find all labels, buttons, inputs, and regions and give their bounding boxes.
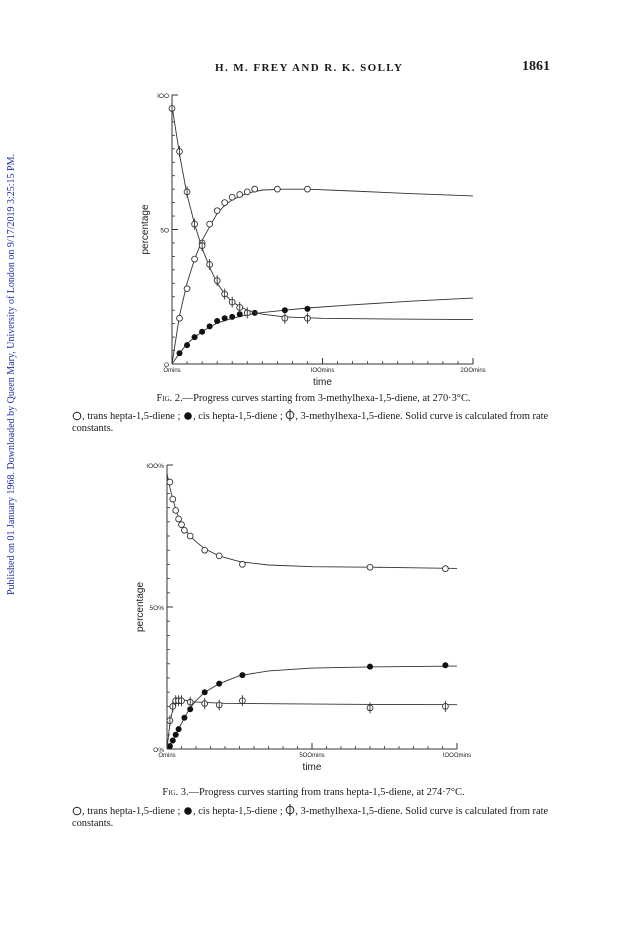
data-point-methyl [169, 103, 175, 114]
y-tick-label: 5O% [149, 605, 164, 612]
data-point-trans [305, 186, 311, 192]
data-point-cis [199, 329, 205, 335]
legend-trans: , trans hepta-1,5-diene ; [82, 806, 181, 817]
figure-2-legend [72, 409, 556, 435]
open-circle-icon [72, 411, 82, 421]
data-point-methyl [192, 219, 198, 230]
legend-trans: , trans hepta-1,5-diene ; [82, 411, 181, 422]
data-point-trans [192, 256, 198, 262]
figure-3-chart [130, 458, 500, 788]
data-point-cis [367, 664, 373, 670]
figure-2-caption-text: —Progress curves starting from 3-methylhexa-1,5-diene, at 270·3°C. [182, 393, 471, 404]
data-point-cis [202, 689, 208, 695]
figure-2-chart [130, 88, 486, 388]
data-point-trans [214, 208, 220, 214]
filled-circle-icon [183, 411, 193, 421]
data-point-methyl [184, 186, 190, 197]
data-point-trans [229, 194, 235, 200]
open-circle-icon [72, 806, 82, 816]
figure-3-legend [72, 804, 556, 830]
page-number: 1861 [522, 59, 550, 74]
data-point-methyl [177, 146, 183, 157]
data-point-trans [207, 221, 213, 227]
data-point-cis [214, 318, 220, 324]
y-tick-label: IOO [157, 93, 169, 100]
x-axis-label: time [302, 762, 322, 773]
data-point-trans [240, 562, 246, 568]
data-point-trans [244, 189, 250, 195]
y-axis-label: percentage [135, 581, 146, 633]
series-curve [172, 298, 473, 364]
x-tick-label: 5OOmins [299, 753, 325, 759]
figure-3-caption-text: —Progress curves starting from trans hepta-1,5-diene, at 274·7°C. [188, 787, 465, 798]
data-point-cis [192, 334, 198, 340]
data-point-methyl [202, 698, 208, 709]
data-point-methyl [222, 289, 228, 300]
legend-cis: , cis hepta-1,5-diene ; [193, 411, 283, 422]
data-point-trans [274, 186, 280, 192]
data-point-methyl [167, 715, 173, 726]
figure-2-label: Fig. 2. [156, 393, 183, 404]
y-axis-label: percentage [140, 204, 151, 255]
data-point-methyl [207, 259, 213, 270]
data-point-cis [229, 314, 235, 320]
watermark-text: Published on 01 January 1968. Downloaded by Queen Mary, University of London on 9/17/2019 3:25:15 PM. [6, 154, 17, 595]
x-tick-label: IOOOmins [442, 753, 472, 759]
data-point-cis [170, 737, 176, 743]
data-point-trans [222, 200, 228, 206]
data-point-cis [184, 342, 190, 348]
data-point-cis [222, 315, 228, 321]
y-tick-label: O [163, 362, 169, 369]
x-tick-label: IOOmins [310, 368, 335, 374]
x-axis-label: time [313, 377, 332, 388]
data-point-trans [202, 547, 208, 553]
y-tick-label: O% [153, 747, 164, 754]
figure-3-label: Fig. 3. [162, 787, 189, 798]
data-point-methyl [229, 297, 235, 308]
series-curve [167, 666, 457, 749]
x-tick-label: Omins [163, 368, 181, 374]
data-point-cis [181, 715, 187, 721]
data-point-trans [179, 522, 185, 528]
x-tick-label: Omins [158, 753, 176, 759]
data-point-trans [187, 533, 193, 539]
data-point-cis [177, 350, 183, 356]
page-header [0, 59, 627, 82]
legend-methyl: , 3-methylhexa-1,5-diene. [295, 411, 403, 422]
data-point-trans [367, 564, 373, 570]
data-point-methyl [237, 302, 243, 313]
data-point-cis [176, 726, 182, 732]
data-point-trans [216, 553, 222, 559]
data-point-cis [216, 681, 222, 687]
figure-3-caption [0, 787, 627, 799]
data-point-trans [237, 192, 243, 198]
data-point-methyl [305, 313, 311, 324]
data-point-trans [176, 516, 182, 522]
legend-cis: , cis hepta-1,5-diene ; [193, 806, 283, 817]
data-point-trans [177, 315, 183, 321]
crossed-circle-icon [285, 804, 295, 816]
figure-2-caption [0, 393, 627, 405]
y-tick-label: IOO% [146, 463, 164, 470]
data-point-cis [173, 732, 179, 738]
legend-note: Solid curve is calculated from rate constants. [72, 806, 549, 829]
data-point-trans [167, 479, 173, 485]
data-point-methyl [179, 695, 185, 706]
x-tick-label: 2OOmins [460, 368, 486, 374]
series-curve [167, 474, 457, 569]
data-point-trans [252, 186, 258, 192]
data-point-methyl [443, 701, 449, 712]
data-point-cis [239, 672, 245, 678]
data-point-methyl [240, 695, 246, 706]
data-point-trans [173, 508, 179, 514]
data-point-methyl [282, 313, 288, 324]
data-point-trans [170, 496, 176, 502]
data-point-trans [184, 286, 190, 292]
data-point-cis [442, 662, 448, 668]
running-head: H. M. FREY AND R. K. SOLLY [215, 62, 404, 74]
data-point-trans [182, 527, 188, 533]
series-curve [167, 700, 457, 749]
legend-methyl: , 3-methylhexa-1,5-diene. [295, 806, 403, 817]
data-point-cis [304, 306, 310, 312]
legend-note: Solid curve is calculated from rate constants. [72, 411, 549, 434]
data-point-methyl [214, 275, 220, 286]
data-point-cis [207, 323, 213, 329]
filled-circle-icon [183, 806, 193, 816]
data-point-trans [443, 566, 449, 572]
data-point-cis [282, 307, 288, 313]
y-tick-label: 5O [160, 227, 169, 235]
data-point-methyl [216, 699, 222, 710]
crossed-circle-icon [285, 409, 295, 421]
